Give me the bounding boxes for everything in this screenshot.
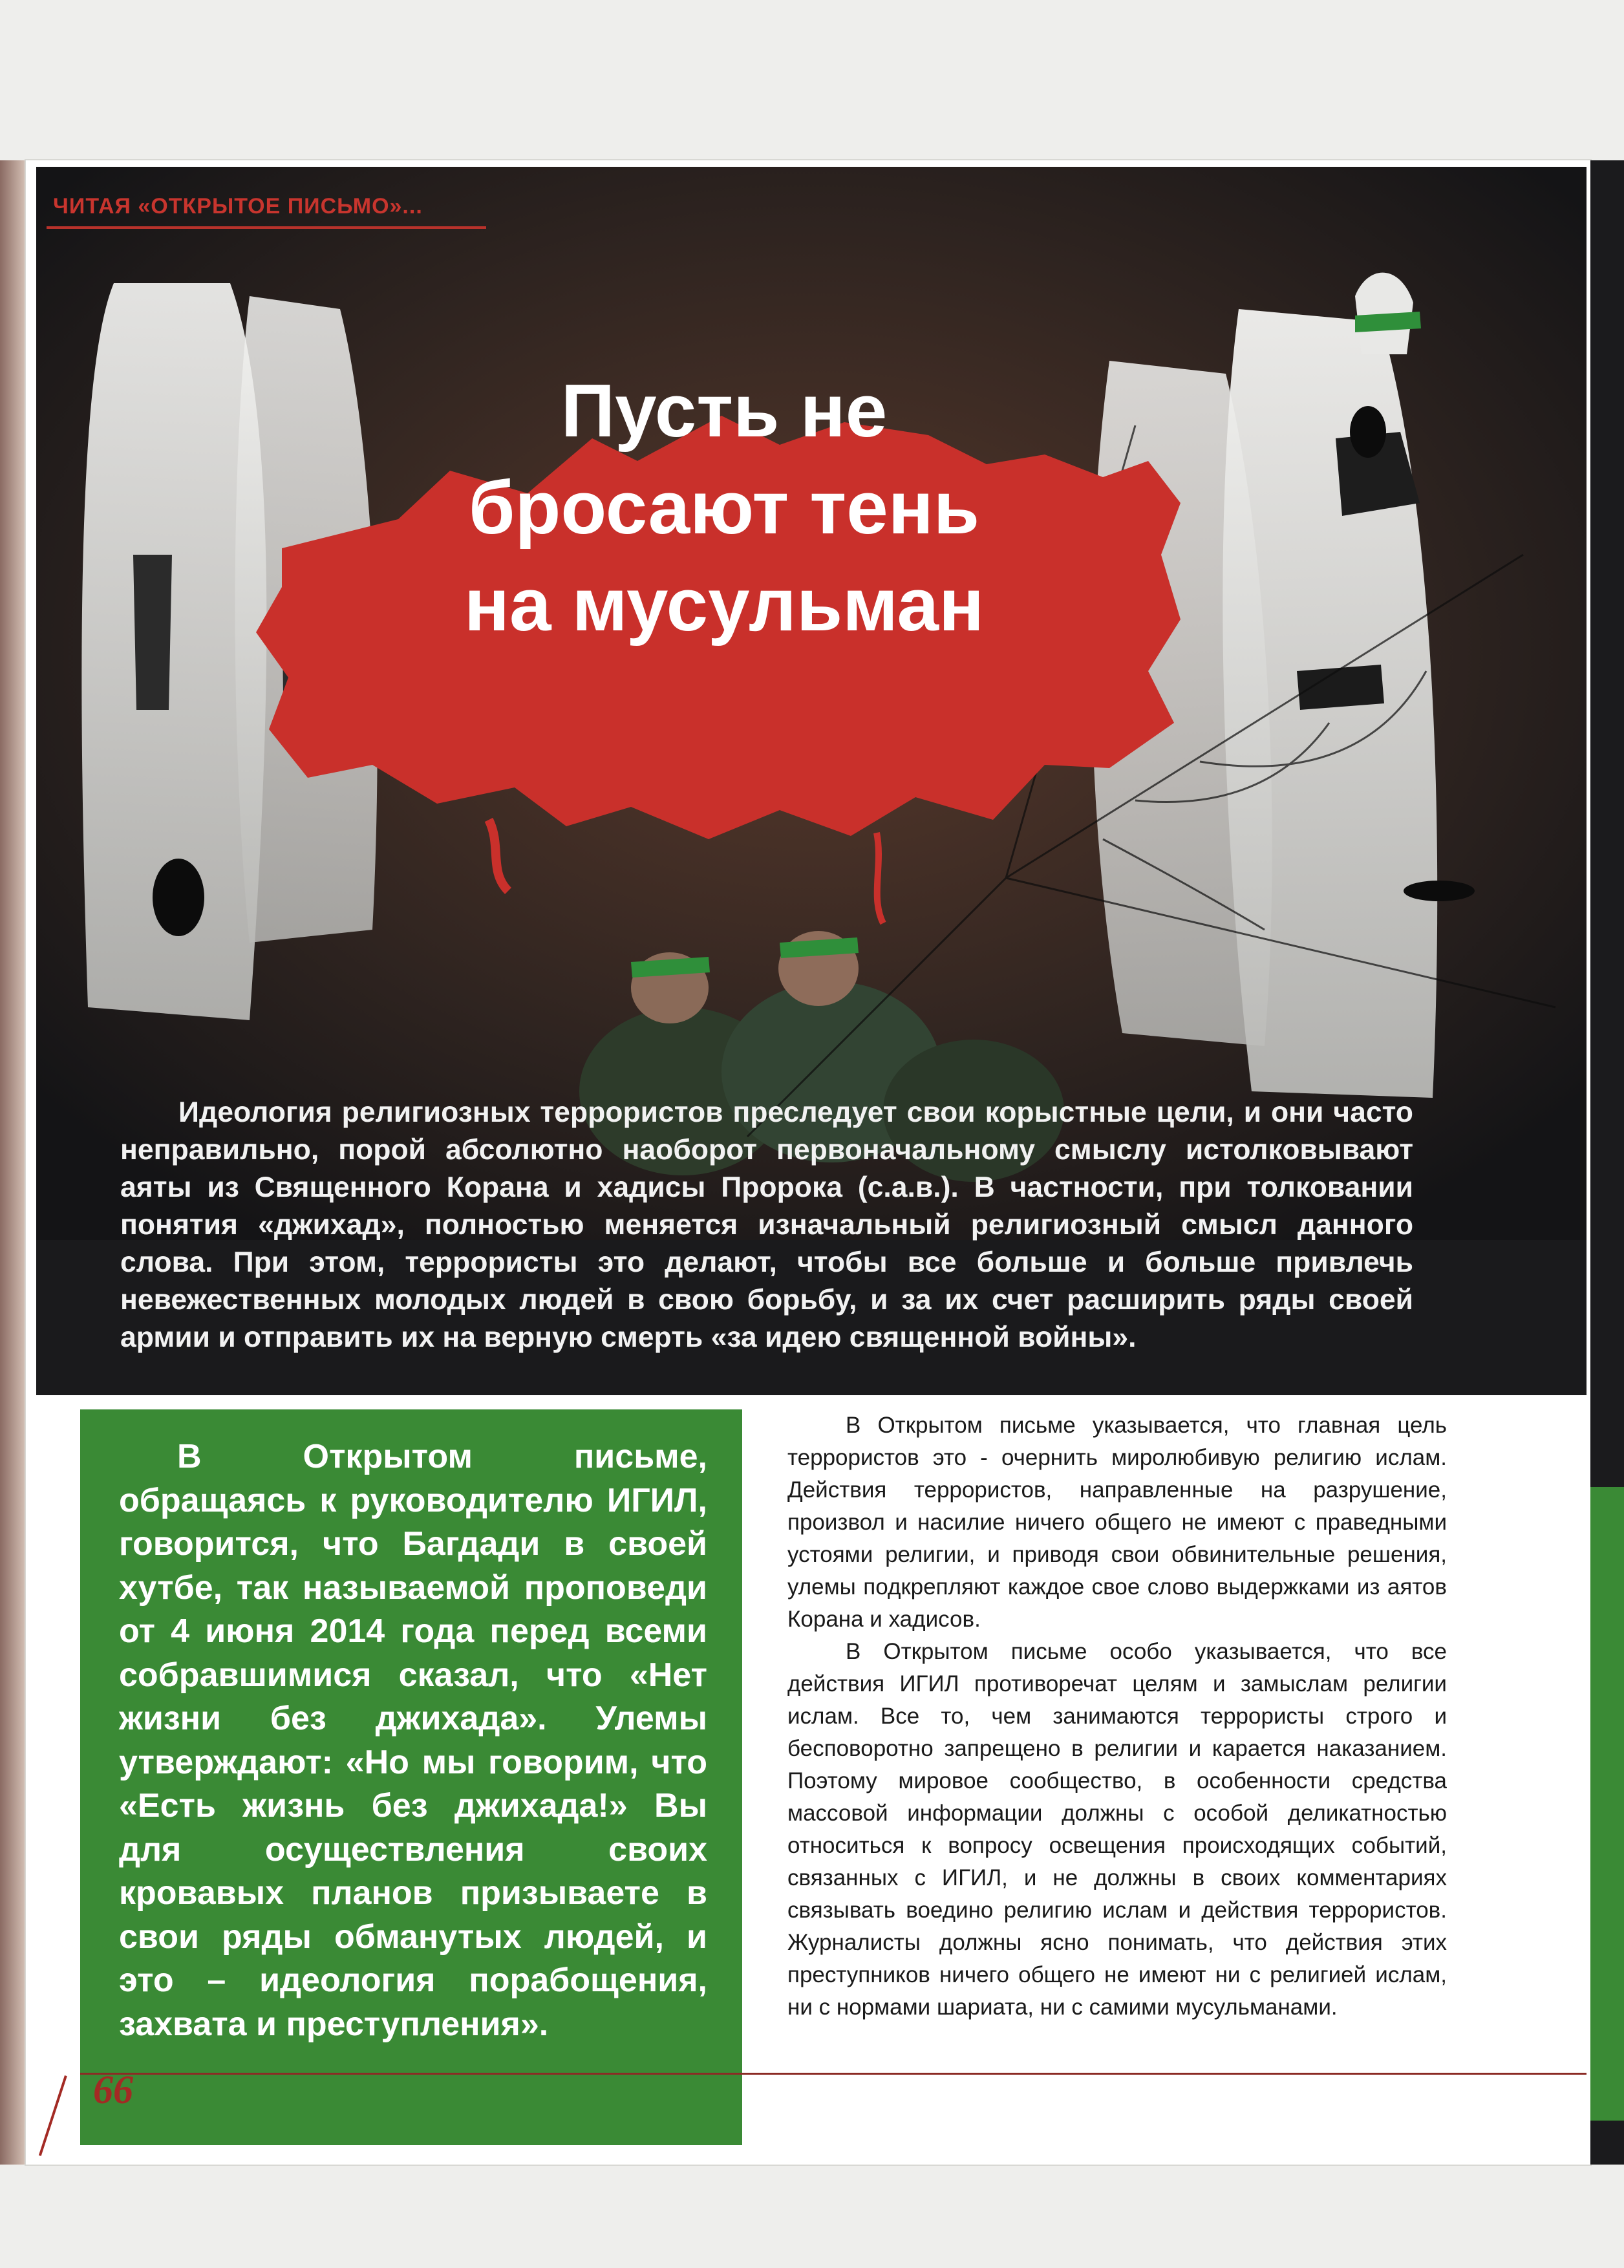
body-paragraph-2: В Открытом письме особо указывается, что все действия ИГИЛ противоречат целям и замыслам религии ислам. Все то, чем занимаются террористы строго и бесповоротно запрещено в религии и карается наказанием. Поэтому мировое сообщество, в особенности средства массовой информации должны с особой деликатностью относиться к вопросу освещения происходящих событий, связанных с ИГИЛ, и не должны в своих комментариях связывать воедино религию ислам и действия террористов. Журналисты должны ясно понимать, что действия этих преступников ничего общего не имеют ни с религией ислам, ни с нормами шариата, ни с самими мусульманами.: [787, 1639, 1447, 2020]
headline-line-3: на мусульман: [464, 562, 985, 647]
next-page-green-edge: [1590, 1487, 1624, 2121]
section-kicker: ЧИТАЯ «ОТКРЫТОЕ ПИСЬМО»...: [53, 194, 423, 219]
headline-line-1: Пусть не: [561, 369, 888, 453]
headline-line-2: бросают тень: [468, 465, 980, 550]
body-column: [787, 1409, 1447, 2024]
header-photo: [36, 167, 1587, 1240]
footer-rule: [80, 2073, 1587, 2075]
quote-text: В Открытом письме, обращаясь к руководителю ИГИЛ, говорится, что Багдади в своей хутбе, так называемой проповеди от 4 июня 2014 года перед всеми собравшимися сказал, что «Нет жизни без джихада». Улемы утверждают: «Но мы говорим, что «Есть жизнь без джихада!» Вы для осуществления своих кровавых планов призываете в свои ряды обманутых людей, и это – идеология порабощения, захвата и преступления».: [119, 1438, 707, 2043]
kicker-underline: [47, 226, 486, 229]
body-paragraph-1: В Открытом письме указывается, что главная цель террористов это - очернить миролюбивую религию ислам. Действия террористов, направленные на разрушение, произвол и насилие ничего общего не имеют с праведными устоями религии, и приводя свои обвинительные решения, улемы подкрепляют каждое свое слово выдержками из аятов Корана и хадисов.: [787, 1413, 1447, 1632]
page-number: 66: [93, 2068, 133, 2112]
article-headline: [401, 362, 1047, 653]
intro-paragraph: Идеология религиозных террористов преследует свои корыстные цели, и они часто неправильно, порой абсолютно наоборот первоначальному смыслу истолковывают аяты из Священного Корана и хадисы Пророка (с.а.в.). В частности, при толковании понятия «джихад», полностью меняется изначальный религиозный смысл данного слова. При этом, террористы это делают, чтобы все больше и больше привлечь невежественных молодых людей в свою борьбу, и за их счет расширить ряды своей армии и отправить их на верную смерть «за идею священной войны».: [120, 1097, 1413, 1353]
